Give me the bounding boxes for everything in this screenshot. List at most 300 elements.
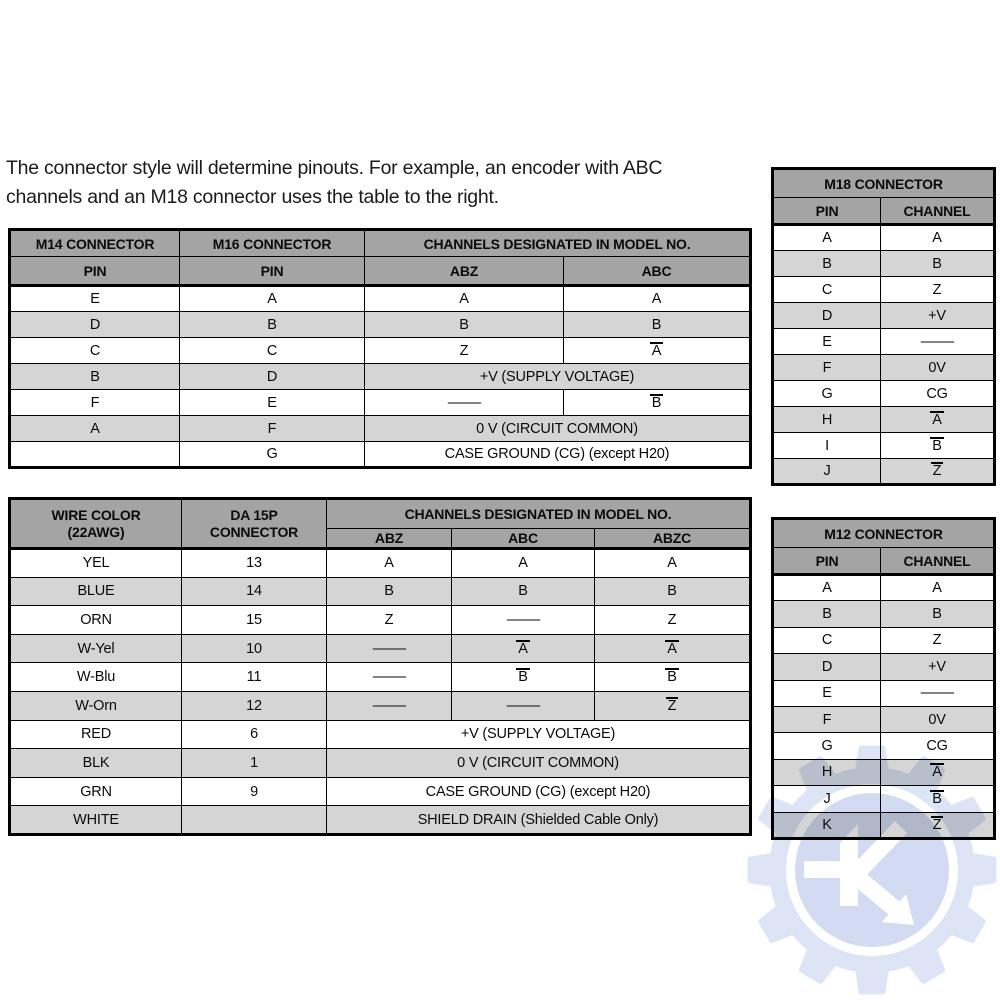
header-row bbox=[773, 169, 995, 198]
column-header bbox=[452, 529, 595, 549]
cell-text: A bbox=[90, 420, 100, 437]
table-cell bbox=[10, 549, 182, 578]
wire-color-da15p-table bbox=[8, 497, 752, 836]
table-cell bbox=[773, 407, 881, 433]
header-line: CONNECTOR bbox=[209, 523, 299, 540]
table-cell bbox=[180, 364, 365, 390]
cell-text: J bbox=[823, 463, 831, 479]
cell-text: CG bbox=[926, 385, 948, 402]
column-header bbox=[10, 499, 182, 549]
cell-text: WHITE bbox=[73, 811, 119, 828]
column-header bbox=[180, 230, 365, 257]
column-header bbox=[881, 548, 995, 575]
table-row bbox=[773, 277, 995, 303]
intro-paragraph bbox=[6, 154, 662, 211]
table-cell bbox=[881, 459, 995, 485]
cell-text: 14 bbox=[246, 583, 262, 600]
cell-text: C bbox=[89, 342, 101, 359]
table-row bbox=[773, 225, 995, 251]
table-row bbox=[773, 433, 995, 459]
table-cell bbox=[327, 749, 751, 778]
table-row bbox=[10, 606, 751, 635]
cell-text: 12 bbox=[246, 697, 262, 714]
cell-text: B bbox=[667, 669, 677, 686]
table-cell bbox=[10, 364, 180, 390]
table-cell bbox=[773, 601, 881, 627]
cell-text: B bbox=[384, 583, 394, 600]
cell-text: B bbox=[518, 583, 528, 600]
cell-text: F bbox=[267, 420, 277, 437]
cell-text: B bbox=[651, 394, 662, 411]
cell-text: CHANNEL bbox=[903, 202, 971, 219]
cell-text: PIN bbox=[815, 552, 839, 569]
table-row bbox=[10, 338, 751, 364]
cell-text: W-Yel bbox=[77, 640, 115, 657]
table-row bbox=[10, 416, 751, 442]
cell-text: F bbox=[90, 394, 100, 411]
intro-line: channels and an M18 connector uses the table to the right. bbox=[6, 185, 499, 208]
table-cell bbox=[327, 663, 452, 692]
cell-text: — bbox=[372, 697, 406, 714]
cell-text: A bbox=[518, 555, 528, 572]
table-cell bbox=[595, 577, 751, 606]
table-cell bbox=[881, 251, 995, 277]
cell-text: B bbox=[822, 606, 832, 623]
cell-text: C bbox=[821, 281, 833, 298]
table-row bbox=[773, 759, 995, 785]
cell-text: 6 bbox=[250, 726, 258, 743]
cell-text: I bbox=[825, 437, 829, 454]
table-cell bbox=[327, 606, 452, 635]
table-cell bbox=[773, 303, 881, 329]
table-cell bbox=[773, 786, 881, 812]
column-header bbox=[10, 230, 180, 257]
table-cell bbox=[365, 390, 564, 416]
table-row bbox=[773, 733, 995, 759]
table-row bbox=[10, 634, 751, 663]
table-cell bbox=[182, 606, 327, 635]
table-cell bbox=[10, 777, 182, 806]
table-row bbox=[773, 627, 995, 653]
cell-text: 15 bbox=[246, 611, 262, 628]
table-row bbox=[10, 312, 751, 338]
cell-text: Z bbox=[667, 697, 677, 714]
table-cell bbox=[10, 606, 182, 635]
column-header bbox=[564, 257, 751, 286]
cell-text: B bbox=[667, 583, 677, 600]
table-row bbox=[773, 459, 995, 485]
cell-text: PIN bbox=[260, 262, 284, 279]
table-cell bbox=[881, 601, 995, 627]
column-header bbox=[773, 169, 995, 198]
cell-text: B bbox=[822, 255, 832, 272]
table-cell bbox=[881, 627, 995, 653]
table-cell bbox=[773, 277, 881, 303]
cell-text: PIN bbox=[815, 202, 839, 219]
cell-text: H bbox=[821, 411, 833, 428]
table-cell bbox=[595, 634, 751, 663]
table-cell bbox=[10, 338, 180, 364]
table-cell bbox=[182, 577, 327, 606]
header-row bbox=[10, 499, 751, 529]
table-cell bbox=[773, 329, 881, 355]
cell-text: SHIELD DRAIN (Shielded Cable Only) bbox=[417, 811, 659, 828]
cell-text: CHANNEL bbox=[903, 552, 971, 569]
cell-text: B bbox=[932, 437, 942, 454]
cell-text: — bbox=[506, 611, 540, 628]
cell-text: PIN bbox=[83, 262, 107, 279]
cell-text: ORN bbox=[80, 611, 112, 628]
column-header bbox=[773, 198, 881, 225]
cell-text: C bbox=[821, 632, 833, 649]
table-cell bbox=[452, 663, 595, 692]
cell-text: ABC bbox=[508, 530, 538, 546]
header-row bbox=[10, 257, 751, 286]
table-cell bbox=[10, 416, 180, 442]
cell-text: D bbox=[821, 307, 833, 324]
cell-text: D bbox=[266, 368, 278, 385]
table-cell bbox=[564, 338, 751, 364]
table-cell bbox=[180, 338, 365, 364]
table-row bbox=[773, 329, 995, 355]
table-cell bbox=[182, 663, 327, 692]
cell-text: +V bbox=[928, 658, 946, 675]
cell-text: 1 bbox=[250, 754, 258, 771]
cell-text: — bbox=[920, 685, 954, 702]
cell-text: B bbox=[459, 316, 469, 333]
table-cell bbox=[564, 286, 751, 312]
cell-text: 0V bbox=[928, 359, 946, 376]
table-cell bbox=[881, 759, 995, 785]
table-row bbox=[10, 749, 751, 778]
table-cell bbox=[773, 706, 881, 732]
cell-text: CASE GROUND (CG) (except H20) bbox=[425, 783, 651, 800]
cell-text: B bbox=[651, 316, 662, 333]
cell-text: CHANNELS DESIGNATED IN MODEL NO. bbox=[404, 506, 672, 522]
cell-text: ABC bbox=[641, 262, 672, 279]
cell-text: B bbox=[90, 368, 100, 385]
cell-text: 0 V (CIRCUIT COMMON) bbox=[476, 420, 638, 437]
cell-text: A bbox=[518, 640, 528, 657]
table-cell bbox=[182, 749, 327, 778]
table-cell bbox=[180, 286, 365, 312]
cell-text: Z bbox=[932, 281, 942, 298]
cell-text: F bbox=[822, 359, 832, 376]
table-row bbox=[10, 720, 751, 749]
table-cell bbox=[10, 749, 182, 778]
table-cell bbox=[773, 459, 881, 485]
cell-text: GRN bbox=[80, 783, 112, 800]
table-cell bbox=[365, 364, 751, 390]
cell-text: CASE GROUND (CG) (except H20) bbox=[444, 446, 670, 462]
cell-text: CHANNELS DESIGNATED IN MODEL NO. bbox=[423, 235, 691, 252]
cell-text: F bbox=[822, 711, 832, 728]
table-cell bbox=[595, 663, 751, 692]
table-cell bbox=[773, 225, 881, 251]
table-cell bbox=[773, 733, 881, 759]
table-cell bbox=[564, 390, 751, 416]
cell-text: A bbox=[459, 291, 469, 307]
cell-text: — bbox=[447, 394, 481, 411]
cell-text: +V (SUPPLY VOLTAGE) bbox=[460, 726, 616, 743]
cell-text: K bbox=[822, 816, 832, 833]
cell-text: A bbox=[667, 640, 677, 657]
m12-connector-table-wrap bbox=[771, 517, 993, 840]
m14-m16-channels-table bbox=[8, 228, 752, 469]
table-cell bbox=[595, 691, 751, 720]
cell-text: CG bbox=[926, 738, 948, 755]
cell-text: Z bbox=[384, 611, 394, 628]
column-header bbox=[10, 257, 180, 286]
cell-text: J bbox=[823, 790, 831, 807]
table-cell bbox=[773, 433, 881, 459]
table-cell bbox=[452, 634, 595, 663]
table-row bbox=[773, 381, 995, 407]
cell-text: 0 V (CIRCUIT COMMON) bbox=[457, 754, 619, 771]
cell-text: W-Blu bbox=[76, 669, 116, 686]
table-row bbox=[10, 549, 751, 578]
table-cell bbox=[773, 759, 881, 785]
table-cell bbox=[182, 806, 327, 835]
cell-text: H bbox=[821, 764, 833, 781]
cell-text: 11 bbox=[246, 669, 262, 686]
cell-text: E bbox=[822, 333, 832, 350]
cell-text: +V (SUPPLY VOLTAGE) bbox=[479, 368, 635, 385]
cell-text: — bbox=[372, 669, 406, 686]
cell-text: M16 CONNECTOR bbox=[212, 235, 332, 252]
table-cell bbox=[773, 627, 881, 653]
header-line: DA 15P bbox=[230, 507, 278, 523]
table-cell bbox=[327, 691, 452, 720]
table-cell bbox=[10, 390, 180, 416]
table-cell bbox=[881, 329, 995, 355]
table-cell bbox=[773, 812, 881, 838]
column-header bbox=[773, 548, 881, 575]
table-cell bbox=[180, 390, 365, 416]
table-cell bbox=[365, 338, 564, 364]
cell-text: A bbox=[267, 291, 277, 307]
table-cell bbox=[10, 286, 180, 312]
table-cell bbox=[881, 407, 995, 433]
table-cell bbox=[365, 312, 564, 338]
cell-text: G bbox=[821, 738, 833, 755]
table-cell bbox=[595, 606, 751, 635]
wire-color-da15p-table-wrap bbox=[8, 497, 749, 836]
column-header bbox=[595, 529, 751, 549]
header-row bbox=[773, 198, 995, 225]
cell-text: C bbox=[266, 342, 278, 359]
table-cell bbox=[182, 720, 327, 749]
table-row bbox=[10, 691, 751, 720]
table-cell bbox=[773, 575, 881, 601]
cell-text: G bbox=[266, 446, 278, 462]
cell-text: +V bbox=[928, 307, 946, 324]
table-row bbox=[10, 442, 751, 468]
cell-text: BLK bbox=[82, 754, 110, 771]
table-cell bbox=[10, 720, 182, 749]
table-row bbox=[773, 575, 995, 601]
table-cell bbox=[180, 312, 365, 338]
table-row bbox=[773, 407, 995, 433]
table-cell bbox=[10, 634, 182, 663]
table-row bbox=[10, 777, 751, 806]
table-cell bbox=[10, 577, 182, 606]
table-row bbox=[773, 812, 995, 838]
column-header bbox=[327, 499, 751, 529]
column-header bbox=[327, 529, 452, 549]
table-cell bbox=[881, 680, 995, 706]
table-cell bbox=[10, 312, 180, 338]
m12-connector-table bbox=[771, 517, 996, 840]
cell-text: B bbox=[932, 790, 942, 807]
cell-text: 9 bbox=[250, 783, 258, 800]
cell-text: Z bbox=[932, 632, 942, 649]
table-row bbox=[773, 786, 995, 812]
cell-text: A bbox=[384, 555, 394, 572]
table-cell bbox=[881, 225, 995, 251]
table-cell bbox=[327, 577, 452, 606]
table-cell bbox=[327, 549, 452, 578]
table-cell bbox=[365, 416, 751, 442]
cell-text: A bbox=[932, 764, 942, 781]
table-cell bbox=[881, 786, 995, 812]
cell-text: A bbox=[822, 580, 832, 597]
table-cell bbox=[881, 277, 995, 303]
table-cell bbox=[180, 416, 365, 442]
cell-text: 10 bbox=[246, 640, 262, 657]
table-row bbox=[773, 303, 995, 329]
cell-text: D bbox=[89, 316, 101, 333]
table-cell bbox=[773, 251, 881, 277]
table-row bbox=[10, 806, 751, 835]
column-header bbox=[182, 499, 327, 549]
table-cell bbox=[10, 663, 182, 692]
cell-text: YEL bbox=[82, 555, 110, 572]
header-row bbox=[773, 519, 995, 548]
cell-text: E bbox=[267, 394, 277, 411]
table-cell bbox=[881, 433, 995, 459]
table-cell bbox=[182, 634, 327, 663]
cell-text: 0V bbox=[928, 711, 946, 728]
column-header bbox=[180, 257, 365, 286]
cell-text: A bbox=[932, 411, 942, 428]
cell-text: Z bbox=[459, 342, 469, 359]
cell-text: B bbox=[932, 606, 942, 623]
table-row bbox=[10, 577, 751, 606]
cell-text: ABZ bbox=[449, 262, 479, 279]
table-cell bbox=[773, 654, 881, 680]
header-line: WIRE COLOR bbox=[51, 507, 141, 523]
cell-text: E bbox=[90, 291, 100, 307]
table-cell bbox=[452, 691, 595, 720]
table-cell bbox=[365, 442, 751, 468]
table-cell bbox=[327, 806, 751, 835]
table-row bbox=[773, 654, 995, 680]
table-row bbox=[773, 355, 995, 381]
cell-text: A bbox=[651, 342, 662, 359]
cell-text: D bbox=[821, 658, 833, 675]
table-cell bbox=[773, 381, 881, 407]
cell-text: W-Orn bbox=[75, 697, 117, 714]
cell-text: BLUE bbox=[77, 583, 115, 600]
m18-connector-table-wrap bbox=[771, 167, 993, 486]
table-cell bbox=[10, 691, 182, 720]
table-cell bbox=[182, 549, 327, 578]
table-cell bbox=[327, 777, 751, 806]
cell-text: 13 bbox=[246, 555, 262, 572]
table-cell bbox=[327, 720, 751, 749]
cell-text: RED bbox=[80, 726, 111, 743]
cell-text: Z bbox=[932, 816, 942, 833]
m18-connector-table bbox=[771, 167, 996, 486]
table-row bbox=[773, 680, 995, 706]
table-cell bbox=[595, 549, 751, 578]
table-cell bbox=[881, 654, 995, 680]
cell-text: A bbox=[932, 230, 942, 246]
cell-text: M14 CONNECTOR bbox=[35, 235, 155, 252]
table-cell bbox=[182, 691, 327, 720]
column-header bbox=[881, 198, 995, 225]
table-cell bbox=[180, 442, 365, 468]
table-cell bbox=[881, 733, 995, 759]
intro-line: The connector style will determine pinouts. For example, an encoder with ABC bbox=[6, 157, 663, 179]
cell-text: — bbox=[920, 333, 954, 350]
cell-text: B bbox=[518, 669, 528, 686]
table-cell bbox=[881, 355, 995, 381]
cell-text: ABZC bbox=[652, 530, 692, 546]
cell-text: M18 CONNECTOR bbox=[824, 175, 943, 192]
header-row bbox=[10, 230, 751, 257]
cell-text: Z bbox=[932, 463, 942, 480]
table-cell bbox=[881, 812, 995, 838]
cell-text: A bbox=[651, 291, 662, 307]
table-cell bbox=[182, 777, 327, 806]
table-row bbox=[773, 251, 995, 277]
cell-text: M12 CONNECTOR bbox=[824, 525, 943, 542]
header-line: (22AWG) bbox=[67, 523, 125, 540]
table-cell bbox=[881, 381, 995, 407]
cell-text: — bbox=[372, 640, 406, 657]
cell-text: B bbox=[267, 316, 277, 333]
column-header bbox=[773, 519, 995, 548]
table-row bbox=[10, 286, 751, 312]
table-cell bbox=[452, 606, 595, 635]
cell-text: A bbox=[822, 230, 832, 246]
table-cell bbox=[881, 706, 995, 732]
table-cell bbox=[773, 680, 881, 706]
cell-text: ABZ bbox=[374, 530, 404, 546]
table-cell bbox=[881, 575, 995, 601]
table-row bbox=[10, 364, 751, 390]
table-cell bbox=[452, 577, 595, 606]
table-cell bbox=[452, 549, 595, 578]
m14-m16-channels-table-wrap bbox=[8, 228, 749, 469]
table-cell bbox=[10, 442, 180, 468]
table-row bbox=[10, 390, 751, 416]
cell-text: E bbox=[822, 685, 832, 702]
cell-text: Z bbox=[667, 611, 677, 628]
cell-text: — bbox=[506, 697, 540, 714]
table-cell bbox=[10, 806, 182, 835]
cell-text: A bbox=[932, 580, 942, 597]
table-row bbox=[10, 663, 751, 692]
table-row bbox=[773, 706, 995, 732]
column-header bbox=[365, 257, 564, 286]
table-row bbox=[773, 601, 995, 627]
column-header bbox=[365, 230, 751, 257]
table-cell bbox=[773, 355, 881, 381]
table-cell bbox=[564, 312, 751, 338]
